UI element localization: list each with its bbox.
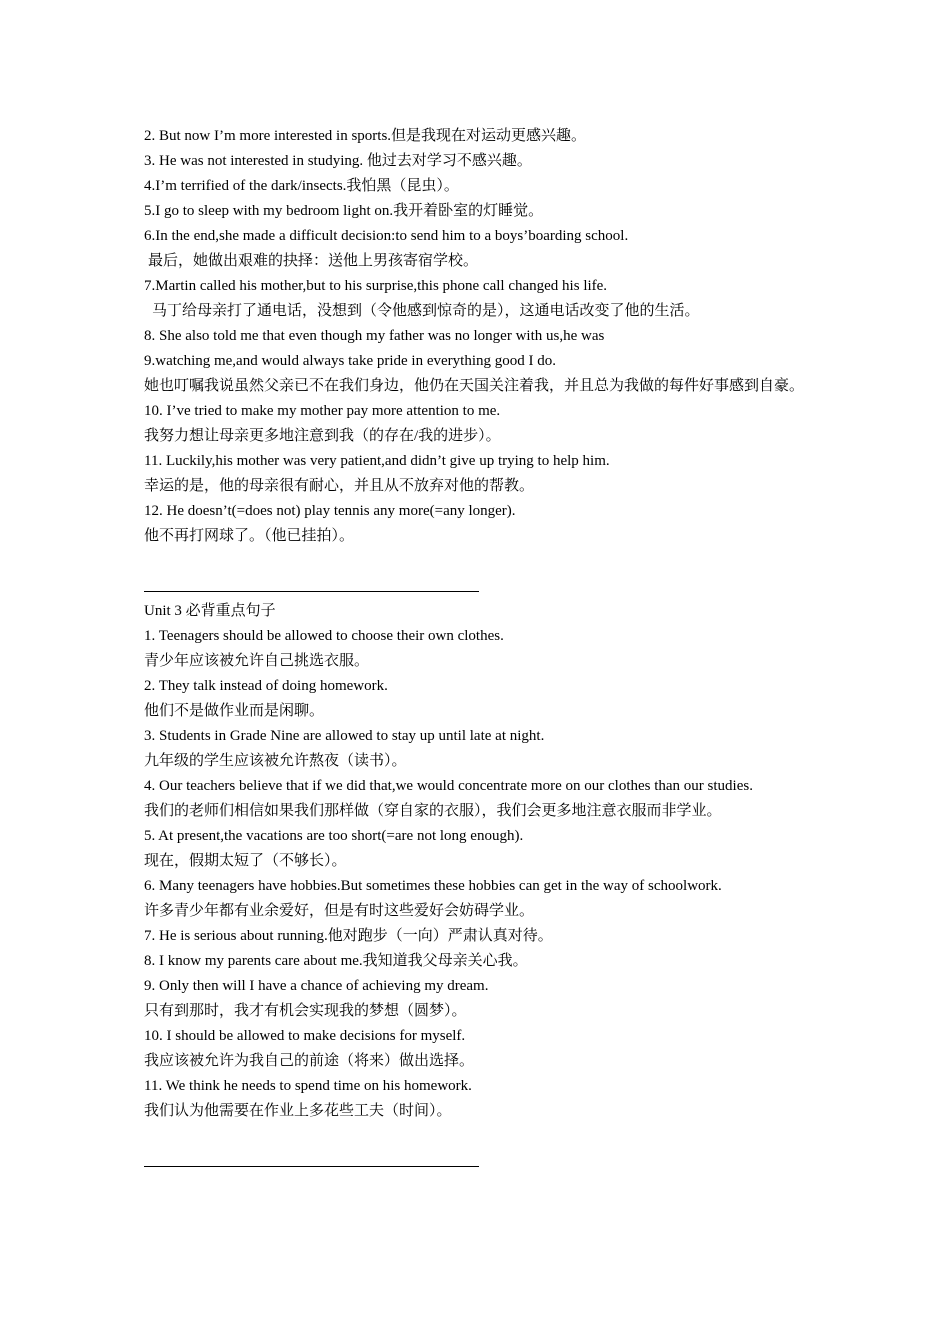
sentence-line: 12. He doesn’t(=does not) play tennis any more(=any longer). [144, 503, 516, 519]
section-divider [144, 1149, 806, 1174]
sentence-line: 5. At present,the vacations are too short(=are not long enough). [144, 828, 524, 844]
sentence-line: 1. Teenagers should be allowed to choose their own clothes. [144, 628, 504, 644]
sentence-line: 10. I’ve tried to make my mother pay more attention to me. [144, 403, 501, 419]
translation-line: 马丁给母亲打了通电话，没想到（令他感到惊奇的是），这通电话改变了他的生活。 [152, 303, 700, 319]
blank-line [144, 549, 806, 574]
translation-line: 我努力想让母亲更多地注意到我（的存在/我的进步）。 [144, 428, 501, 444]
sentence-line: 2. They talk instead of doing homework. [144, 678, 388, 694]
sentence-line: 2. But now I’m more interested in sports.但是我现在对运动更感兴趣。 [144, 128, 587, 144]
sentence-line: 8. I know my parents care about me.我知道我父母亲关心我。 [144, 953, 528, 969]
translation-line: 我们认为他需要在作业上多花些工夫（时间）。 [144, 1103, 452, 1119]
sentence-line: 6.In the end,she made a difficult decision:to send him to a boys’boarding school. [144, 228, 629, 244]
sentence-line: 6. Many teenagers have hobbies.But sometimes these hobbies can get in the way of schoolwork. [144, 878, 722, 894]
sentence-line: 5.I go to sleep with my bedroom light on.我开着卧室的灯睡觉。 [144, 203, 544, 219]
translation-line: 他不再打网球了。（他已挂拍）。 [144, 528, 355, 544]
translation-line: 青少年应该被允许自己挑选衣服。 [144, 653, 370, 669]
section-heading: Unit 3 必背重点句子 [144, 603, 276, 619]
translation-line: 最后，她做出艰难的抉择：送他上男孩寄宿学校。 [148, 253, 479, 269]
translation-line: 许多青少年都有业余爱好，但是有时这些爱好会妨碍学业。 [144, 903, 535, 919]
blank-line [144, 1124, 806, 1149]
translation-line: 九年级的学生应该被允许熬夜（读书）。 [144, 753, 407, 769]
translation-line: 幸运的是，他的母亲很有耐心，并且从不放弃对他的帮教。 [144, 478, 535, 494]
sentence-line: 7. He is serious about running.他对跑步（一向）严肃认真对待。 [144, 928, 553, 944]
translation-line: 他们不是做作业而是闲聊。 [144, 703, 325, 719]
document-page [144, 124, 806, 1174]
sentence-line: 4.I’m terrified of the dark/insects.我怕黑（昆虫）。 [144, 178, 459, 194]
translation-line: 现在，假期太短了（不够长）。 [144, 853, 347, 869]
sentence-line: 11. We think he needs to spend time on his homework. [144, 1078, 472, 1094]
sentence-line: 4. Our teachers believe that if we did that,we would concentrate more on our clothes than our studies. [144, 778, 753, 794]
sentence-line: 10. I should be allowed to make decisions for myself. [144, 1028, 466, 1044]
translation-line: 我应该被允许为我自己的前途（将来）做出选择。 [144, 1053, 475, 1069]
sentence-line: 3. Students in Grade Nine are allowed to stay up until late at night. [144, 728, 545, 744]
sentence-line: 11. Luckily,his mother was very patient,and didn’t give up trying to help him. [144, 453, 610, 469]
sentence-line: 3. He was not interested in studying. 他过去对学习不感兴趣。 [144, 153, 532, 169]
translation-line: 她也叮嘱我说虽然父亲已不在我们身边，他仍在天国关注着我，并且总为我做的每件好事感到自豪。 [144, 378, 805, 394]
translation-line: 只有到那时，我才有机会实现我的梦想（圆梦）。 [144, 1003, 467, 1019]
sentence-line: 8. She also told me that even though my father was no longer with us,he was [144, 328, 605, 344]
sentence-line: 9.watching me,and would always take pride in everything good I do. [144, 353, 556, 369]
sentence-line: 9. Only then will I have a chance of achieving my dream. [144, 978, 489, 994]
translation-line: 我们的老师们相信如果我们那样做（穿自家的衣服），我们会更多地注意衣服而非学业。 [144, 803, 722, 819]
sentence-line: 7.Martin called his mother,but to his surprise,this phone call changed his life. [144, 278, 608, 294]
section-divider [144, 574, 806, 599]
